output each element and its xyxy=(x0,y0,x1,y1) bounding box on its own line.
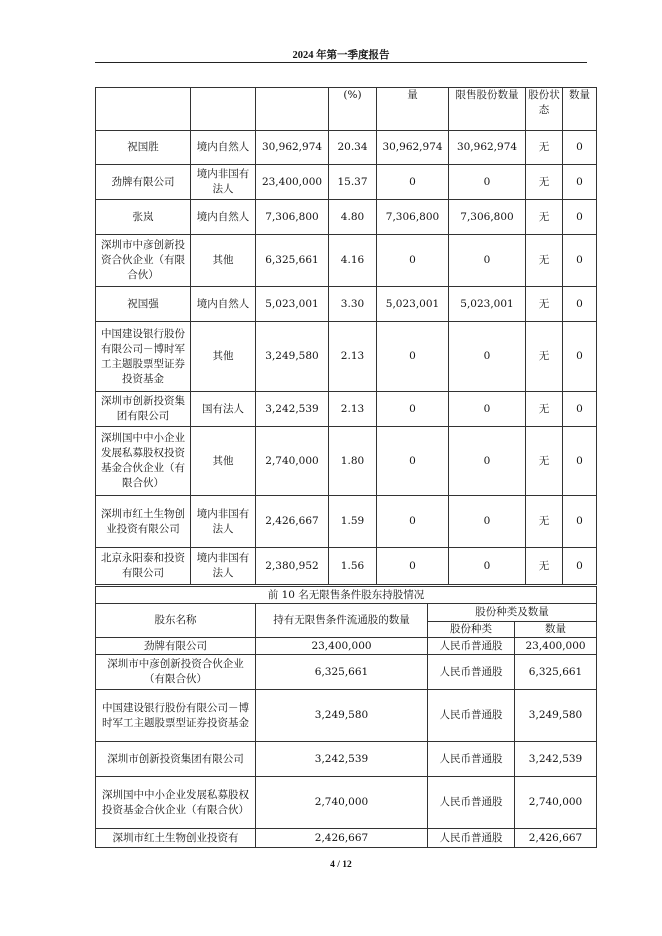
restricted-shares: 0 xyxy=(377,392,449,427)
pledge-status: 无 xyxy=(526,427,563,496)
share-type: 人民币普通股 xyxy=(428,777,515,829)
shareholder-name: 祝国强 xyxy=(96,287,191,322)
share-type: 人民币普通股 xyxy=(428,742,515,777)
share-qty: 2,426,667 xyxy=(515,829,597,848)
holding-ratio: 4.80 xyxy=(329,200,377,235)
shares-held: 2,740,000 xyxy=(256,427,329,496)
table-row xyxy=(96,165,597,200)
restricted-shares-count: 0 xyxy=(449,235,526,287)
holding-ratio: 2.13 xyxy=(329,322,377,392)
restricted-shares-count: 0 xyxy=(449,496,526,548)
restricted-shares: 0 xyxy=(377,235,449,287)
restricted-shares: 0 xyxy=(377,496,449,548)
header-cell xyxy=(96,88,191,131)
table-row xyxy=(96,322,597,392)
table-row xyxy=(96,690,597,742)
shareholder-nature: 境内非国有法人 xyxy=(191,548,256,585)
pledge-status: 无 xyxy=(526,548,563,585)
table-row xyxy=(96,131,597,165)
table-row xyxy=(96,548,597,585)
restricted-shares-count: 0 xyxy=(449,392,526,427)
header-cell-status: 股份状态 xyxy=(526,88,563,131)
restricted-shares: 7,306,800 xyxy=(377,200,449,235)
shareholder-nature: 境内自然人 xyxy=(191,200,256,235)
table-row xyxy=(96,496,597,548)
shareholder-name: 北京永阳泰和投资有限公司 xyxy=(96,548,191,585)
unrestricted-shares: 6,325,661 xyxy=(256,655,428,690)
share-type: 人民币普通股 xyxy=(428,638,515,655)
report-header-title: 2024 年第一季度报告 xyxy=(292,50,390,61)
shareholder-name: 深圳市红土生物创业投资有 xyxy=(96,829,256,848)
section-title: 前 10 名无限售条件股东持股情况 xyxy=(96,587,597,604)
header-cell-qty: 数量 xyxy=(563,88,597,131)
pledge-qty: 0 xyxy=(563,496,597,548)
pledge-qty: 0 xyxy=(563,235,597,287)
header-cell-quantity: 量 xyxy=(377,88,449,131)
shareholder-name: 深圳国中中小企业发展私募股权投资基金合伙企业（有限合伙） xyxy=(96,427,191,496)
pledge-qty: 0 xyxy=(563,322,597,392)
pledge-qty: 0 xyxy=(563,427,597,496)
restricted-shares-count: 30,962,974 xyxy=(449,131,526,165)
shareholder-name: 祝国胜 xyxy=(96,131,191,165)
pledge-status: 无 xyxy=(526,392,563,427)
top10-shareholders-table xyxy=(95,87,597,585)
table-row xyxy=(96,235,597,287)
pledge-status: 无 xyxy=(526,131,563,165)
unrestricted-shares: 2,426,667 xyxy=(256,829,428,848)
shareholder-nature: 境内非国有法人 xyxy=(191,165,256,200)
table-row xyxy=(96,638,597,655)
pledge-qty: 0 xyxy=(563,287,597,322)
shareholder-name: 中国建设银行股份有限公司－博时军工主题股票型证券投资基金 xyxy=(96,322,191,392)
shareholder-name: 深圳市中彦创新投资合伙企业（有限合伙） xyxy=(96,655,256,690)
pledge-status: 无 xyxy=(526,496,563,548)
share-qty: 23,400,000 xyxy=(515,638,597,655)
pledge-status: 无 xyxy=(526,235,563,287)
shareholder-nature: 境内非国有法人 xyxy=(191,496,256,548)
pledge-status: 无 xyxy=(526,287,563,322)
shares-held: 2,380,952 xyxy=(256,548,329,585)
share-qty: 3,242,539 xyxy=(515,742,597,777)
holding-ratio: 2.13 xyxy=(329,392,377,427)
restricted-shares-count: 0 xyxy=(449,427,526,496)
col-header-type-group: 股份种类及数量 xyxy=(428,604,597,622)
holding-ratio: 15.37 xyxy=(329,165,377,200)
table-row xyxy=(96,777,597,829)
shareholder-name: 劲牌有限公司 xyxy=(96,165,191,200)
unrestricted-shareholders-table xyxy=(95,586,597,848)
share-type: 人民币普通股 xyxy=(428,655,515,690)
header-cell xyxy=(191,88,256,131)
shares-held: 3,242,539 xyxy=(256,392,329,427)
holding-ratio: 20.34 xyxy=(329,131,377,165)
share-qty: 3,249,580 xyxy=(515,690,597,742)
restricted-shares-count: 0 xyxy=(449,165,526,200)
holding-ratio: 3.30 xyxy=(329,287,377,322)
table-row xyxy=(96,655,597,690)
shareholder-name: 深圳市创新投资集团有限公司 xyxy=(96,392,191,427)
col-header-qty: 数量 xyxy=(515,622,597,638)
shareholder-nature: 国有法人 xyxy=(191,392,256,427)
header-cell-ratio: (%) xyxy=(329,88,377,131)
unrestricted-shares: 3,249,580 xyxy=(256,690,428,742)
shareholder-name: 深圳国中中小企业发展私募股权投资基金合伙企业（有限合伙） xyxy=(96,777,256,829)
shareholder-name: 深圳市红土生物创业投资有限公司 xyxy=(96,496,191,548)
restricted-shares: 0 xyxy=(377,427,449,496)
table-row xyxy=(96,392,597,427)
shares-held: 3,249,580 xyxy=(256,322,329,392)
pledge-qty: 0 xyxy=(563,131,597,165)
holding-ratio: 1.59 xyxy=(329,496,377,548)
shares-held: 30,962,974 xyxy=(256,131,329,165)
holding-ratio: 4.16 xyxy=(329,235,377,287)
pledge-qty: 0 xyxy=(563,165,597,200)
table-row xyxy=(96,742,597,777)
shareholder-name: 深圳市创新投资集团有限公司 xyxy=(96,742,256,777)
shareholder-nature: 境内自然人 xyxy=(191,287,256,322)
holding-ratio: 1.80 xyxy=(329,427,377,496)
restricted-shares-count: 5,023,001 xyxy=(449,287,526,322)
continued-header-row xyxy=(96,88,597,131)
pledge-status: 无 xyxy=(526,200,563,235)
section-title-row xyxy=(96,587,597,604)
share-type: 人民币普通股 xyxy=(428,690,515,742)
holding-ratio: 1.56 xyxy=(329,548,377,585)
col-header-shares: 持有无限售条件流通股的数量 xyxy=(256,604,428,638)
table-row xyxy=(96,427,597,496)
table-row xyxy=(96,287,597,322)
shareholder-nature: 境内自然人 xyxy=(191,131,256,165)
shares-held: 6,325,661 xyxy=(256,235,329,287)
restricted-shares-count: 0 xyxy=(449,322,526,392)
pledge-qty: 0 xyxy=(563,392,597,427)
header-row xyxy=(96,604,597,622)
restricted-shares: 0 xyxy=(377,548,449,585)
restricted-shares-count: 0 xyxy=(449,548,526,585)
unrestricted-shares: 23,400,000 xyxy=(256,638,428,655)
unrestricted-shares: 2,740,000 xyxy=(256,777,428,829)
shares-held: 23,400,000 xyxy=(256,165,329,200)
shares-held: 2,426,667 xyxy=(256,496,329,548)
table-row xyxy=(96,200,597,235)
shareholder-nature: 其他 xyxy=(191,235,256,287)
shareholder-name: 劲牌有限公司 xyxy=(96,638,256,655)
shares-held: 7,306,800 xyxy=(256,200,329,235)
shares-held: 5,023,001 xyxy=(256,287,329,322)
pledge-status: 无 xyxy=(526,322,563,392)
share-qty: 2,740,000 xyxy=(515,777,597,829)
pledge-qty: 0 xyxy=(563,548,597,585)
table-row xyxy=(96,829,597,848)
shareholder-nature: 其他 xyxy=(191,322,256,392)
restricted-shares: 0 xyxy=(377,322,449,392)
header-divider xyxy=(95,62,587,63)
restricted-shares-count: 7,306,800 xyxy=(449,200,526,235)
shareholder-nature: 其他 xyxy=(191,427,256,496)
shareholder-name: 中国建设银行股份有限公司－博时军工主题股票型证券投资基金 xyxy=(96,690,256,742)
col-header-name: 股东名称 xyxy=(96,604,256,638)
shareholder-name: 张岚 xyxy=(96,200,191,235)
share-type: 人民币普通股 xyxy=(428,829,515,848)
restricted-shares: 30,962,974 xyxy=(377,131,449,165)
restricted-shares: 0 xyxy=(377,165,449,200)
header-cell-restricted: 限售股份数量 xyxy=(449,88,526,131)
page-number: 4 / 12 xyxy=(330,860,352,870)
restricted-shares: 5,023,001 xyxy=(377,287,449,322)
pledge-status: 无 xyxy=(526,165,563,200)
pledge-qty: 0 xyxy=(563,200,597,235)
unrestricted-shares: 3,242,539 xyxy=(256,742,428,777)
col-header-type: 股份种类 xyxy=(428,622,515,638)
header-cell xyxy=(256,88,329,131)
share-qty: 6,325,661 xyxy=(515,655,597,690)
shareholder-name: 深圳市中彦创新投资合伙企业（有限合伙） xyxy=(96,235,191,287)
